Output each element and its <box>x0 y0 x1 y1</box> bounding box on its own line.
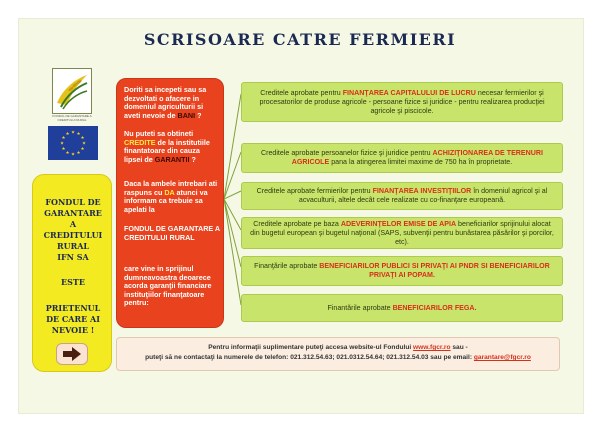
question-money: Doriti sa incepeti sau sa dezvoltati o afacere in domeniul agriculturii si aveti nevoie de BANI ? <box>124 85 207 120</box>
eu-star-icon: ★ <box>59 140 65 146</box>
guarantee-item-land-purchase: Creditele aprobate persoanelor fizice şi juridice pentru ACHIZIŢIONAREA DE TERENURI AGRICOLE pana la atingerea limitei maxime de 750 ha în proprietate. <box>241 143 563 173</box>
website-link[interactable]: www.fgcr.ro <box>413 344 451 351</box>
fund-name: FONDUL DE GARANTARE A CREDITULUI RURAL <box>124 224 220 242</box>
yellow-line: GARANTARE <box>44 208 102 218</box>
yellow-line: DE CARE AI <box>46 314 100 324</box>
eu-star-icon: ★ <box>76 131 81 137</box>
eu-star-icon: ★ <box>70 129 76 135</box>
yellow-line: CREDITULUI <box>43 230 103 240</box>
wheat-sheaf-logo-icon <box>52 68 92 114</box>
page-title: SCRISOARE CATRE FERMIERI <box>143 30 457 49</box>
logo-caption: FONDUL DE GARANTARE A CREDITULUI RURAL <box>52 114 92 122</box>
eu-star-icon: ★ <box>70 151 76 157</box>
guarantee-item-fega: Finantările aprobate BENEFICIARILOR FEGA. <box>241 294 563 322</box>
eu-star-icon: ★ <box>61 135 66 141</box>
guarantee-item-working-capital: Creditele aprobate pentru FINANŢAREA CAPITALULUI DE LUCRU necesar fermierilor şi procesatorilor de produse agricole - persoane fizice si juridice - pentru realizarea producţiei agricole şi piscicole. <box>241 82 563 122</box>
question-credit: Nu puteti sa obtineti CREDITE de la institutiile finantatoare din cauza lipsei de GARANTII ? <box>124 129 210 164</box>
yellow-line: RURAL <box>56 241 90 251</box>
yellow-line: ESTE <box>61 277 85 287</box>
guarantee-item-apia: Creditele aprobate pe baza ADEVERINŢELOR EMISE DE APIA beneficiarilor sprijinului alocat din bugetul european şi bugetul naţional (SAPS, subvenţii pentru bunăstarea păsărilor şi porcilor, etc). <box>241 217 563 249</box>
eu-flag-icon <box>48 126 98 160</box>
yellow-line: IFN SA <box>57 252 89 262</box>
eu-star-icon: ★ <box>76 150 81 156</box>
guarantee-item-pndr-popam: Finanţările aprobate BENEFICIARILOR PUBLICI SI PRIVAŢI AI PNDR SI BENEFICIARILOR PRIVAŢI AI POPAM. <box>241 256 563 286</box>
email-link[interactable]: garantare@fgcr.ro <box>473 354 531 361</box>
footer-contact-line: puteţi să ne contactaţi la numerele de telefon: 021.312.54.63; 021.0312.54.64; 021.312.54.03 sau pe email: garantare@fgcr.ro <box>145 354 531 361</box>
eu-star-icon: ★ <box>81 140 87 146</box>
footer-website-line: Pentru informaţii suplimentare puteţi accesa website-ul Fondului www.fgcr.ro sau - <box>208 344 468 351</box>
yellow-line: PRIETENUL <box>45 303 101 313</box>
arrow-right-icon <box>57 344 87 364</box>
yellow-line: NEVOIE ! <box>51 325 95 335</box>
fund-purpose: care vine in sprijinul dumneavoastra deoarece acorda garanţii financiare instituţiilor finanţatoare pentru: <box>124 264 212 307</box>
contact-footer <box>116 337 560 371</box>
guarantee-item-investments: Creditele aprobate fermierilor pentru FINANŢAREA INVESTIŢIILOR în domeniul agricol şi al acvaculturii, altele decât cele realizate cu co-finanţare europeană. <box>241 182 563 210</box>
yellow-line: A <box>69 219 77 229</box>
answer-yes: Daca la ambele intrebari ati raspuns cu DA atunci va informam ca trebuie sa apelati la <box>124 179 218 214</box>
yellow-line: FONDUL DE <box>45 197 101 207</box>
eu-star-icon: ★ <box>65 131 70 137</box>
questions-red-box <box>116 78 224 328</box>
fund-yellow-box <box>32 174 112 372</box>
eu-star-icon: ★ <box>80 135 85 141</box>
eu-star-icon: ★ <box>61 146 66 152</box>
arrow-right-button[interactable] <box>56 343 88 365</box>
eu-star-icon: ★ <box>65 150 70 156</box>
eu-star-icon: ★ <box>80 146 85 152</box>
